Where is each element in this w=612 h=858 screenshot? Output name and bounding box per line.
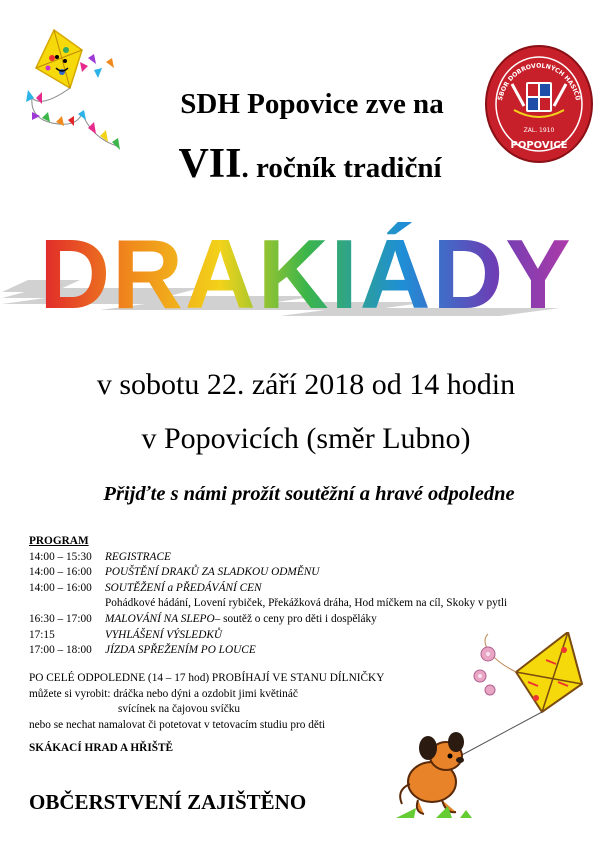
program-time: 14:00 – 16:00 [29,581,92,594]
program-activity: SOUTĚŽENÍ a PŘEDÁVÁNÍ CEN [105,581,262,594]
workshop-line: PO CELÉ ODPOLEDNE (14 – 17 hod) PROBÍHAJÍ VE STANU DÍLNIČKY [29,672,385,684]
program-time: 14:00 – 15:30 [29,550,92,563]
program-row [29,550,549,566]
workshop-line: můžete si vyrobit: dráčka nebo dýni a ozdobit jimi květináč [29,687,298,700]
event-date: v sobotu 22. září 2018 od 14 hodin [96,368,516,401]
mouse-with-kite-illustration [396,632,601,822]
edition-number: VII [178,141,242,187]
program-row [29,612,549,628]
edition-text: . ročník tradiční [241,152,442,184]
program-row [29,565,549,581]
program-activity: JÍZDA SPŘEŽENÍM PO LOUCE [105,644,256,657]
event-title [0,222,612,332]
header-line-2 [4,140,612,188]
refreshments-note: OBČERSTVENÍ ZAJIŠTĚNO [29,790,307,814]
workshop-line: svícínek na čajovou svíčku [118,703,241,716]
logo-founded: ZAL. 1910 [523,127,555,134]
program-time: 17:15 [29,628,55,641]
workshop-line: nebo se nechat namalovat či potetovat v tetovacím studiu pro děti [29,718,326,731]
logo-ring-text: SBOR DOBROVOLNÝCH HASIČŮ [496,62,582,102]
program-heading: PROGRAM [29,535,89,547]
title-text: DRAKIÁDY [39,222,573,329]
program-time: 14:00 – 16:00 [29,566,92,579]
competition-list: Pohádkové hádání, Lovení rybiček, Překážková dráha, Hod míčkem na cíl, Skoky v pytli [105,597,508,610]
header-line-1: SDH Popovice zve na [180,88,444,120]
program-time: 17:00 – 18:00 [29,644,92,657]
event-place: v Popovicích (směr Lubno) [141,422,471,455]
program-time: 16:30 – 17:00 [29,612,92,625]
bouncy-castle-note: SKÁKACÍ HRAD A HŘIŠTĚ [29,742,174,754]
logo-town: POPOVICE [510,140,568,151]
program-activity: POUŠTĚNÍ DRAKŮ ZA SLADKOU ODMĚNU [105,566,320,579]
workshop-section [29,671,384,733]
program-activity: MALOVÁNÍ NA SLEPO [105,612,215,625]
program-note: – soutěž o ceny pro děti i dospěláky [214,612,377,625]
invitation-line: Přijďte s námi prožít soutěžní a hravé odpoledne [103,483,515,505]
program-activity: VYHLÁŠENÍ VÝSLEDKŮ [105,628,223,641]
program-activity: REGISTRACE [105,550,171,563]
program-row [29,581,549,597]
